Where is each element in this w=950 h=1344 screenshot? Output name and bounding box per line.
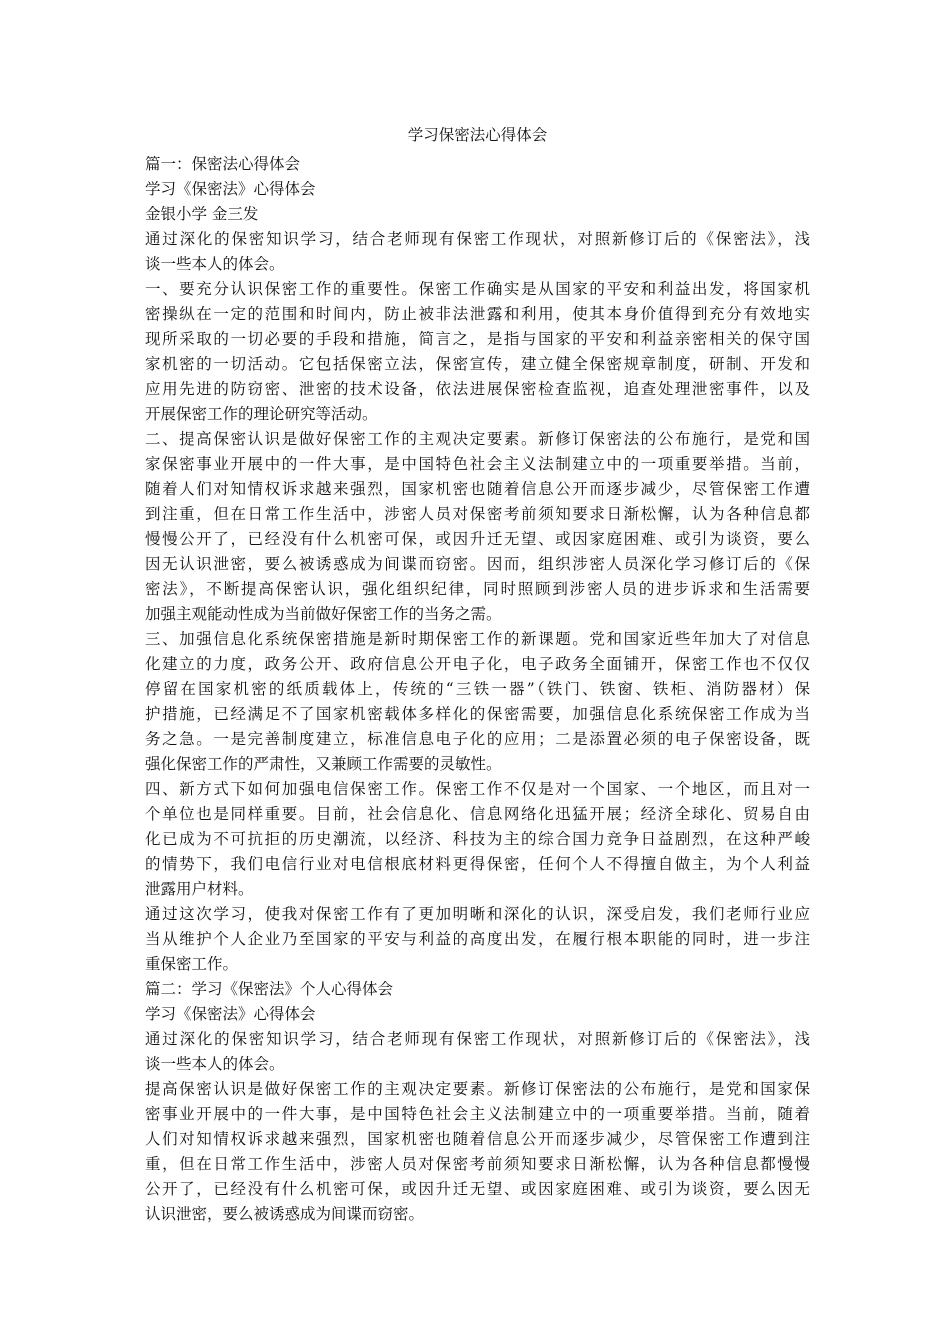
paragraph-line: 谈一些本人的体会。 xyxy=(145,1055,285,1073)
part2-subtitle: 学习《保密法》心得体会 xyxy=(145,1005,316,1023)
paragraph-line: 三、加强信息化系统保密措施是新时期保密工作的新课题。党和国家近些年加大了对信息 xyxy=(145,630,810,648)
paragraph-line: 化已成为不可抗拒的历史潮流，以经济、科技为主的综合国力竞争日益剧烈，在这种严峻 xyxy=(145,830,810,848)
paragraph-line: 一、要充分认识保密工作的重要性。保密工作确实是从国家的平安和利益出发，将国家机 xyxy=(145,280,810,298)
part1-section-2 xyxy=(145,427,810,627)
paragraph-line: 因无认识泄密，要么被诱惑成为间谍而窃密。因而，组织涉密人员深化学习修订后的《保 xyxy=(145,555,810,573)
paragraph-line: 密操纵在一定的范围和时间内，防止被非法泄露和利用，使其本身价值得到充分有效地实 xyxy=(145,305,810,323)
paragraph-line: 护措施，已经满足不了国家机密载体多样化的保密需要，加强信息化系统保密工作成为当 xyxy=(145,705,810,723)
part1-section-1 xyxy=(145,277,810,427)
paragraph-line: 随着人们对知情权诉求越来强烈，国家机密也随着信息公开而逐步减少，尽管保密工作遭 xyxy=(145,480,810,498)
paragraph-line: 密事业开展中的一件大事，是中国特色社会主义法制建立中的一项重要举措。当前，随着 xyxy=(145,1105,810,1123)
paragraph-line: 通过这次学习，使我对保密工作有了更加明晰和深化的认识，深受启发，我们老师行业应 xyxy=(145,905,810,923)
paragraph-line: 四、新方式下如何加强电信保密工作。保密工作不仅是对一个国家、一个地区，而且对一 xyxy=(145,780,810,798)
paragraph-line: 停留在国家机密的纸质载体上，传统的“三铁一器”（铁门、铁窗、铁柜、消防器材）保 xyxy=(145,680,810,698)
paragraph-line: 重保密工作。 xyxy=(145,955,239,973)
paragraph-line: 家机密的一切活动。它包括保密立法，保密宣传，建立健全保密规章制度，研制、开发和 xyxy=(145,355,810,373)
part1-section-4 xyxy=(145,777,810,902)
part1-subtitle: 学习《保密法》心得体会 xyxy=(145,180,316,198)
paragraph-line: 化建立的力度，政务公开、政府信息公开电子化，电子政务全面铺开，保密工作也不仅仅 xyxy=(145,655,810,673)
paragraph-line: 当从维护个人企业乃至国家的平安与利益的高度出发，在履行根本职能的同时，进一步注 xyxy=(145,930,810,948)
paragraph-line: 通过深化的保密知识学习，结合老师现有保密工作现状，对照新修订后的《保密法》，浅 xyxy=(145,230,810,248)
paragraph-line: 二、提高保密认识是做好保密工作的主观决定要素。新修订保密法的公布施行，是党和国 xyxy=(145,430,810,448)
part1-heading: 篇一：保密法心得体会 xyxy=(145,155,301,173)
paragraph-line: 加强主观能动性成为当前做好保密工作的当务之需。 xyxy=(145,605,502,623)
paragraph-line: 泄露用户材料。 xyxy=(145,880,254,898)
paragraph-line: 现所采取的一切必要的手段和措施，简言之，是指与国家的平安和利益亲密相关的保守国 xyxy=(145,330,810,348)
paragraph-line: 应用先进的防窃密、泄密的技术设备，依法进展保密检查监视，追查处理泄密事件，以及 xyxy=(145,380,810,398)
paragraph-line: 密法》，不断提高保密认识，强化组织纪律，同时照顾到涉密人员的进步诉求和生活需要 xyxy=(145,580,810,598)
paragraph-line: 认识泄密，要么被诱惑成为间谍而窃密。 xyxy=(145,1205,425,1223)
document-body xyxy=(145,152,810,1227)
paragraph-line: 强化保密工作的严肃性，又兼顾工作需要的灵敏性。 xyxy=(145,755,502,773)
paragraph-line: 开展保密工作的理论研究等活动。 xyxy=(145,405,378,423)
paragraph-line: 谈一些本人的体会。 xyxy=(145,255,285,273)
paragraph-line: 提高保密认识是做好保密工作的主观决定要素。新修订保密法的公布施行，是党和国家保 xyxy=(145,1080,810,1098)
paragraph-line: 慢慢公开了，已经没有什么机密可保，或因升迁无望、或因家庭困难、或引为谈资，要么 xyxy=(145,530,810,548)
paragraph-line: 通过深化的保密知识学习，结合老师现有保密工作现状，对照新修订后的《保密法》，浅 xyxy=(145,1030,810,1048)
part2-heading: 篇二：学习《保密法》个人心得体会 xyxy=(145,980,394,998)
paragraph-line: 个单位也是同样重要。目前，社会信息化、信息网络化迅猛开展；经济全球化、贸易自由 xyxy=(145,805,810,823)
part2-intro xyxy=(145,1027,810,1077)
paragraph-line: 务之急。一是完善制度建立，标准信息电子化的应用；二是添置必须的电子保密设备，既 xyxy=(145,730,810,748)
part1-author: 金银小学 金三发 xyxy=(145,205,259,223)
document-page xyxy=(145,123,810,1227)
paragraph-line: 家保密事业开展中的一件大事，是中国特色社会主义法制建立中的一项重要举措。当前， xyxy=(145,455,810,473)
part2-section-1 xyxy=(145,1077,810,1227)
document-title: 学习保密法心得体会 xyxy=(407,126,548,144)
paragraph-line: 到注重，但在日常工作生活中，涉密人员对保密考前须知要求日渐松懈，认为各种信息都 xyxy=(145,505,810,523)
paragraph-line: 人们对知情权诉求越来强烈，国家机密也随着信息公开而逐步减少，尽管保密工作遭到注 xyxy=(145,1130,810,1148)
part1-intro xyxy=(145,227,810,277)
paragraph-line: 重，但在日常工作生活中，涉密人员对保密考前须知要求日渐松懈，认为各种信息都慢慢 xyxy=(145,1155,810,1173)
paragraph-line: 公开了，已经没有什么机密可保，或因升迁无望、或因家庭困难、或引为谈资，要么因无 xyxy=(145,1180,810,1198)
part1-conclusion xyxy=(145,902,810,977)
paragraph-line: 的情势下，我们电信行业对电信根底材料更得保密，任何个人不得擅自做主，为个人利益 xyxy=(145,855,810,873)
part1-section-3 xyxy=(145,627,810,777)
